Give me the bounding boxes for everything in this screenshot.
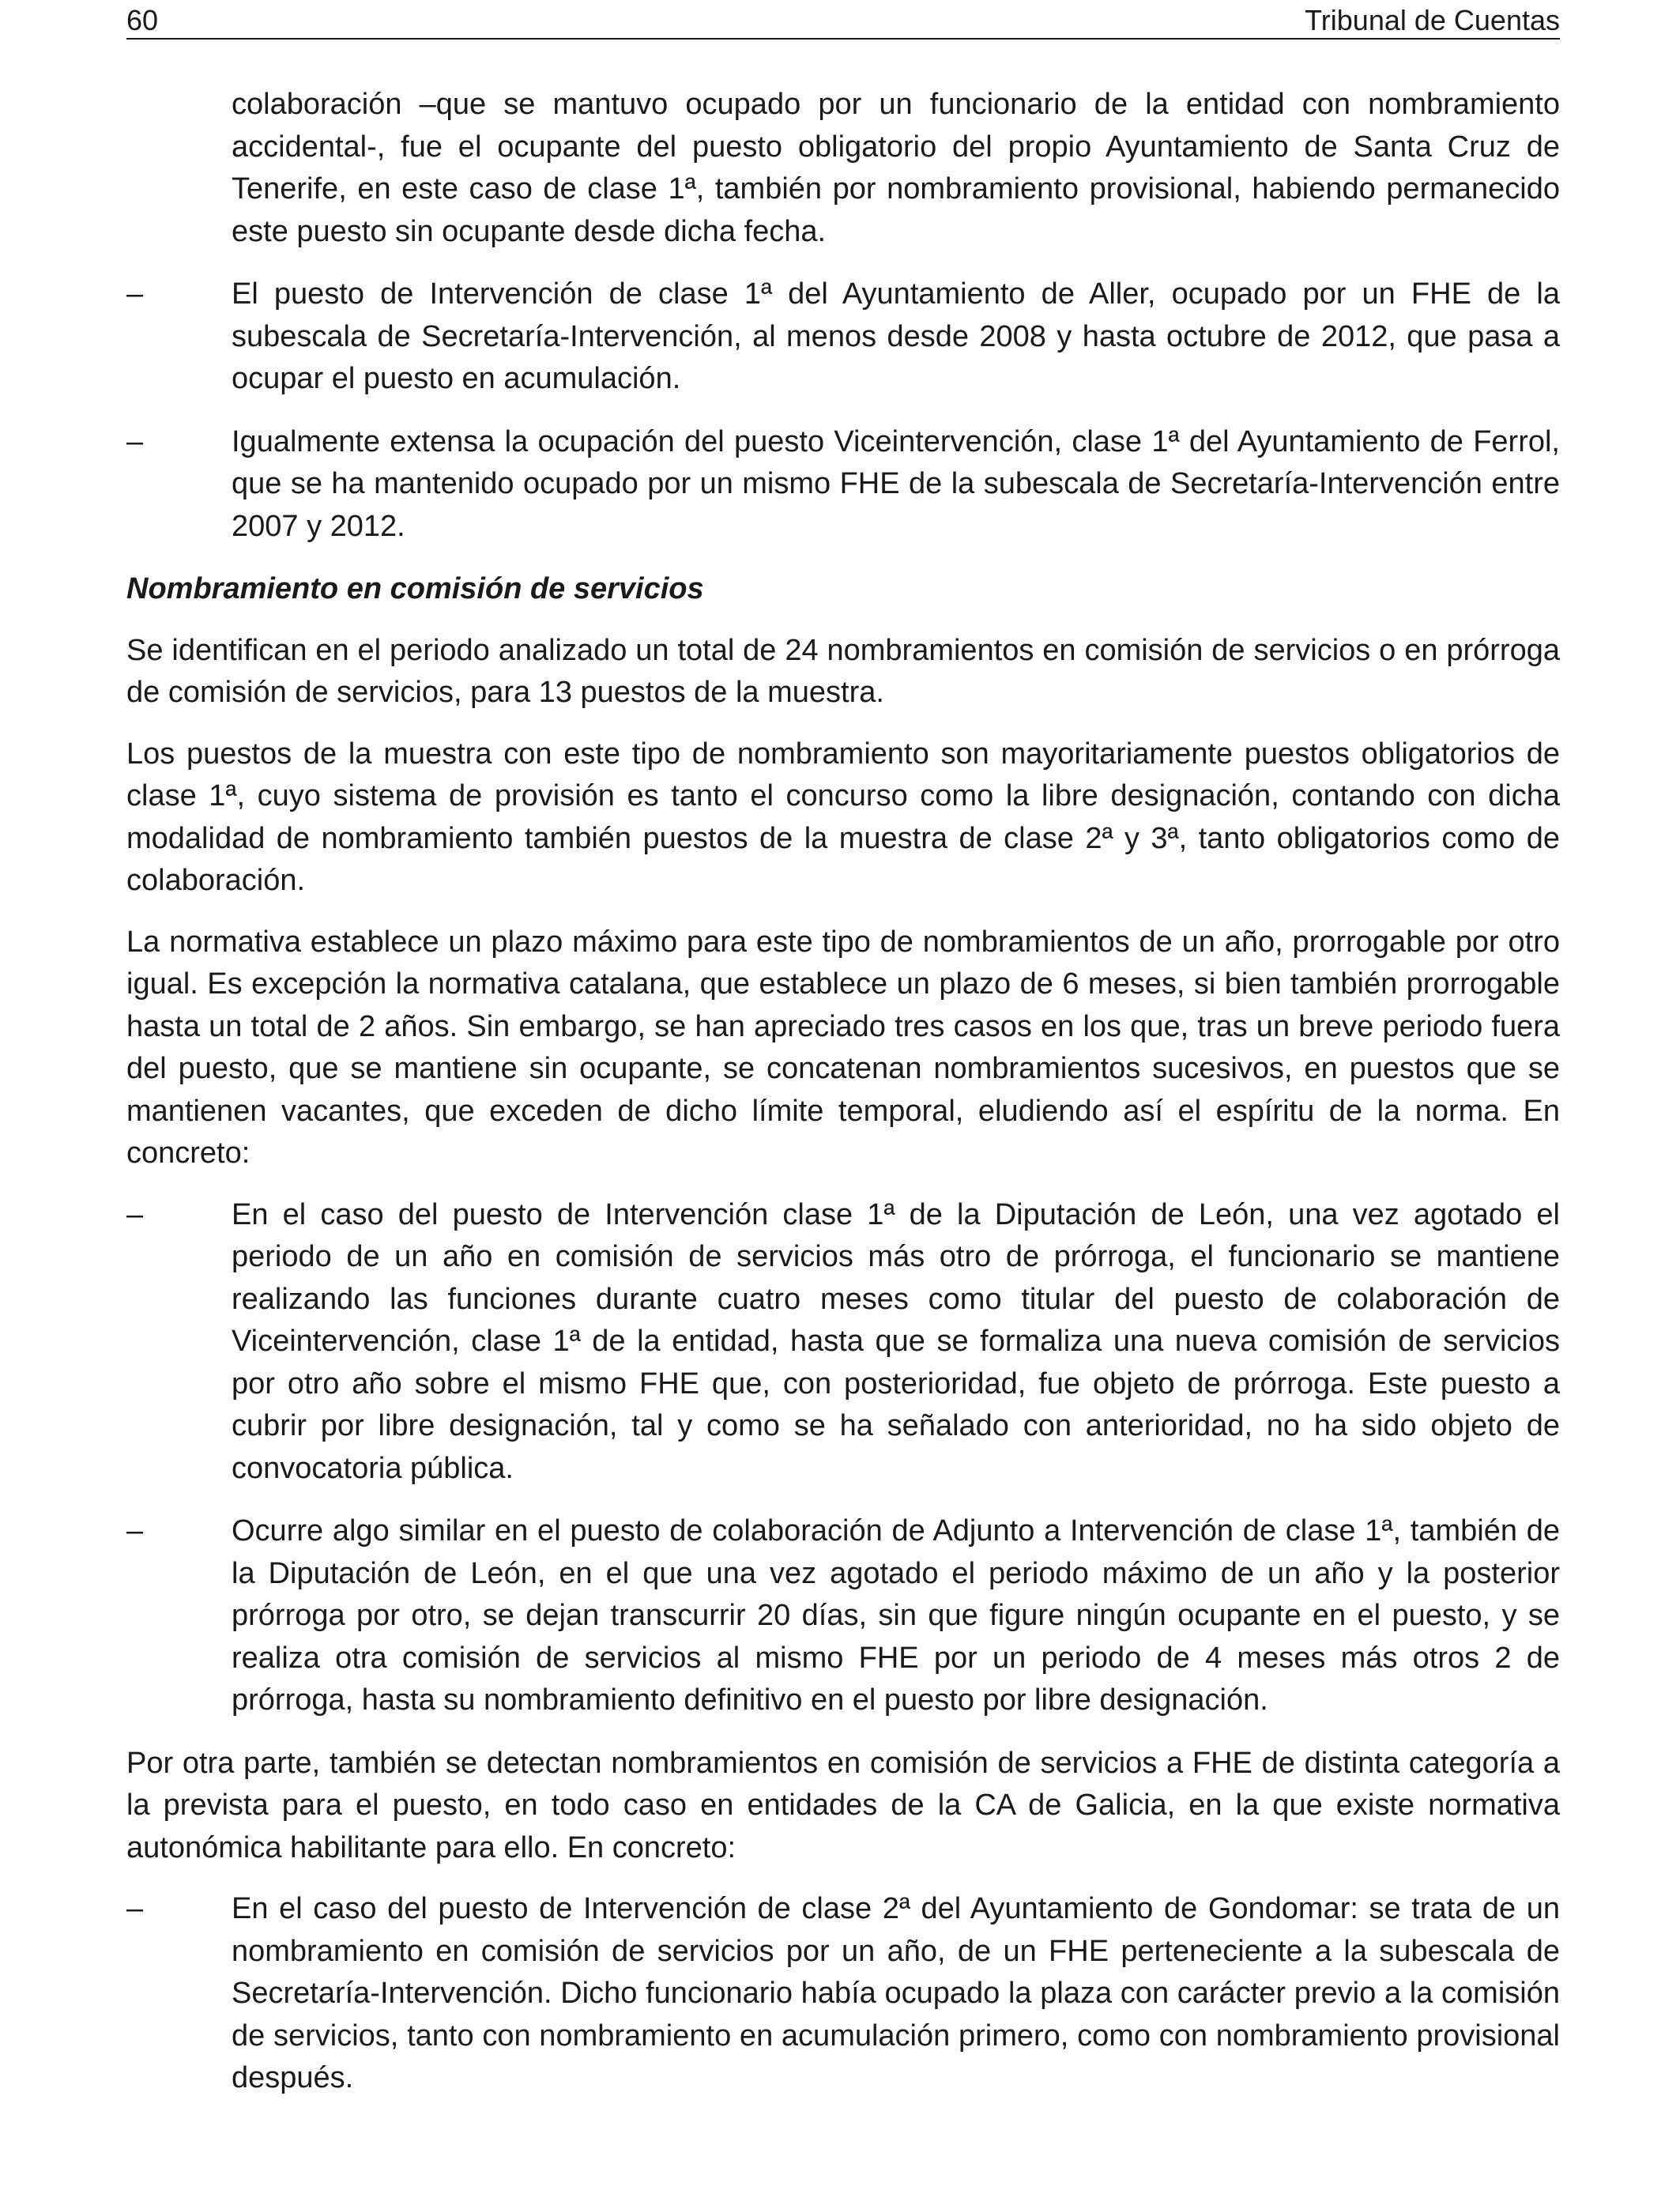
page-header [126,0,1560,40]
dash-bullet: – [126,1514,144,1547]
document-body [126,84,1560,2120]
list-item [126,421,1560,548]
body-paragraph: Los puestos de la muestra con este tipo de nombramiento son mayoritariamente puestos obligatorios de clase 1ª, cuyo sistema de provisión es tanto el concurso como la libre designación, contando con dicha modalidad de nombramiento también puestos de la muestra de clase 2ª y 3ª, tanto obligatorios como de colaboración. [126,737,1560,897]
list-item-text: En el caso del puesto de Intervención clase 1ª de la Diputación de León, una vez agotado el periodo de un año en comisión de servicios más otro de prórroga, el funcionario se mantiene realizando las funciones durante cuatro meses como titular del puesto de colaboración de Viceintervención, clase 1ª de la entidad, hasta que se formaliza una nueva comisión de servicios por otro año sobre el mismo FHE que, con posterioridad, fue objeto de prórroga. Este puesto a cubrir por libre designación, tal y como se ha señalado con anterioridad, no ha sido objeto de convocatoria pública. [232,1197,1560,1485]
list-item [126,1510,1560,1722]
dash-bullet: – [126,424,144,458]
continuation-paragraph: colaboración –que se mantuvo ocupado por un funcionario de la entidad con nombramiento accidental-, fue el ocupante del puesto obligatorio del propio Ayuntamiento de Santa Cruz de Tenerife, en este caso de clase 1ª, también por nombramiento provisional, habiendo permanecido este puesto sin ocupante desde dicha fecha. [232,88,1560,248]
dash-bullet: – [126,277,144,311]
body-paragraph: Por otra parte, también se detectan nombramientos en comisión de servicios a FHE de distinta categoría a la prevista para el puesto, en todo caso en entidades de la CA de Galicia, en la que existe normativa autonómica habilitante para ello. En concreto: [126,1746,1560,1864]
running-title: Tribunal de Cuentas [1305,4,1560,36]
dash-bullet: – [126,1197,144,1231]
list-item [126,1194,1560,1491]
list-item [126,1888,1560,2100]
page-number: 60 [126,4,159,36]
body-paragraph: Se identifican en el periodo analizado un total de 24 nombramientos en comisión de servicios o en prórroga de comisión de servicios, para 13 puestos de la muestra. [126,633,1560,709]
dash-bullet: – [126,1892,144,1925]
list-item [126,273,1560,401]
list-item-text: En el caso del puesto de Intervención de clase 2ª del Ayuntamiento de Gondomar: se trata de un nombramiento en comisión de servicios por un año, de un FHE perteneciente a la subescala de Secretaría-Intervención. Dicho funcionario había ocupado la plaza con carácter previo a la comisión de servicios, tanto con nombramiento en acumulación primero, como con nombramiento provisional después. [232,1892,1560,2094]
section-heading: Nombramiento en comisión de servicios [126,572,704,605]
list-item-text: Igualmente extensa la ocupación del puesto Viceintervención, clase 1ª del Ayuntamiento de Ferrol, que se ha mantenido ocupado por un mismo FHE de la subescala de Secretaría-Intervención entre 2007 y 2012. [232,424,1560,543]
body-paragraph: La normativa establece un plazo máximo para este tipo de nombramientos de un año, prorrogable por otro igual. Es excepción la normativa catalana, que establece un plazo de 6 meses, si bien también prorrogable hasta un total de 2 años. Sin embargo, se han apreciado tres casos en los que, tras un breve periodo fuera del puesto, que se mantiene sin ocupante, se concatenan nombramientos sucesivos, en puestos que se mantienen vacantes, que exceden de dicho límite temporal, eludiendo así el espíritu de la norma. En concreto: [126,925,1560,1170]
list-item-text: El puesto de Intervención de clase 1ª del Ayuntamiento de Aller, ocupado por un FHE de la subescala de Secretaría-Intervención, al menos desde 2008 y hasta octubre de 2012, que pasa a ocupar el puesto en acumulación. [232,277,1560,395]
list-item-text: Ocurre algo similar en el puesto de colaboración de Adjunto a Intervención de clase 1ª, también de la Diputación de León, en el que una vez agotado el periodo máximo de un año y la posterior prórroga por otro, se dejan transcurrir 20 días, sin que figure ningún ocupante en el puesto, y se realiza otra comisión de servicios al mismo FHE por un periodo de 4 meses más otros 2 de prórroga, hasta su nombramiento definitivo en el puesto por libre designación. [232,1514,1560,1717]
